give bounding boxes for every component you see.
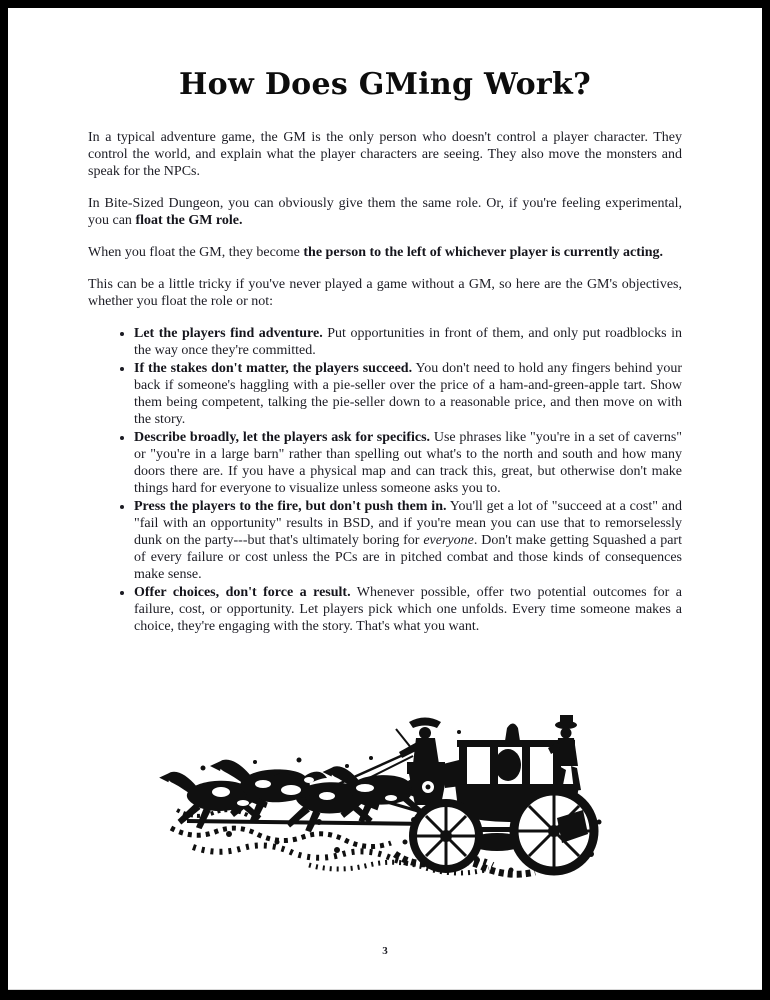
stagecoach-illustration: [159, 702, 611, 884]
paragraph-float-role: [88, 195, 682, 229]
bullet-text: Whenever possible, offer two potential outcomes for a failure, cost, or opportunity. Let players pick which one unfolds. Every time someone makes a choice, they're engaging with the story. That's what you want.: [134, 585, 683, 634]
footman: [548, 715, 581, 791]
gm-objectives-list: [88, 325, 682, 635]
list-item: [134, 584, 682, 635]
paragraph-text: In a typical adventure game, the GM is the only person who doesn't control a player character. They control the world, and explain what the player characters are seeing. They also move the monsters and speak for the NPCs.: [88, 130, 682, 179]
list-item: [134, 360, 682, 428]
rear-wheel: [514, 791, 594, 871]
italic-word: everyone: [423, 533, 474, 548]
bullet-lead: Let the players find adventure.: [134, 326, 323, 341]
paragraph-text: This can be a little tricky if you've never played a game without a GM, so here are the GM's objectives, whether you float the role or not:: [88, 277, 682, 309]
bullet-lead: Press the players to the fire, but don't push them in.: [134, 499, 447, 514]
document-page: [8, 8, 762, 990]
paragraph-text: In Bite-Sized Dungeon, you can obviously give them the same role. Or, if you're feeling experimental, you can: [88, 196, 682, 228]
page-title: How Does GMing Work?: [179, 67, 591, 102]
bold-phrase: float the GM role.: [135, 213, 243, 228]
bullet-lead: Offer choices, don't force a result.: [134, 585, 351, 600]
bold-phrase: the person to the left of whichever player is currently acting.: [303, 245, 664, 260]
bullet-text: You'll get a lot of "succeed at a cost" and "fail with an opportunity" results in BSD, and if you're mean you can use that to remorselessly dunk on the party---but that's ultimately boring for: [134, 499, 682, 548]
paragraph-left-player: [88, 244, 682, 261]
list-item: [134, 498, 682, 583]
page-number: 3: [382, 945, 388, 957]
bullet-text: Put opportunities in front of them, and only put roadblocks in the way once they're committed.: [134, 326, 682, 358]
paragraph-text: When you float the GM, they become: [88, 245, 304, 260]
list-item: [134, 325, 682, 359]
list-item: [134, 429, 682, 497]
paragraph-objectives-intro: [88, 276, 682, 310]
front-wheel: [413, 803, 479, 869]
paragraph-intro: [88, 129, 682, 180]
bullet-text: . Don't make getting Squashed a part of every failure or cost unless the PCs are in pitched combat and those kinds of consequences make sense.: [134, 533, 682, 582]
page-content: [8, 8, 762, 636]
bullet-text: You don't need to hold any fingers behind your back if someone's haggling with a pie-seller over the price of a ham-and-green-apple tart. Show them being competent, talking the pie-seller down to a reasonable price, and then move on with the story.: [134, 361, 682, 427]
bullet-lead: If the stakes don't matter, the players succeed.: [134, 361, 413, 376]
bullet-text: Use phrases like "you're in a set of caverns" or "you're in a large barn" rather than spelling out what's to the north and south and how many doors there are. If you have a physical map and can track this, great, but otherwise don't make things hard for everyone to visualize unless someone asks you to.: [134, 430, 682, 496]
bullet-lead: Describe broadly, let the players ask for specifics.: [134, 430, 431, 445]
